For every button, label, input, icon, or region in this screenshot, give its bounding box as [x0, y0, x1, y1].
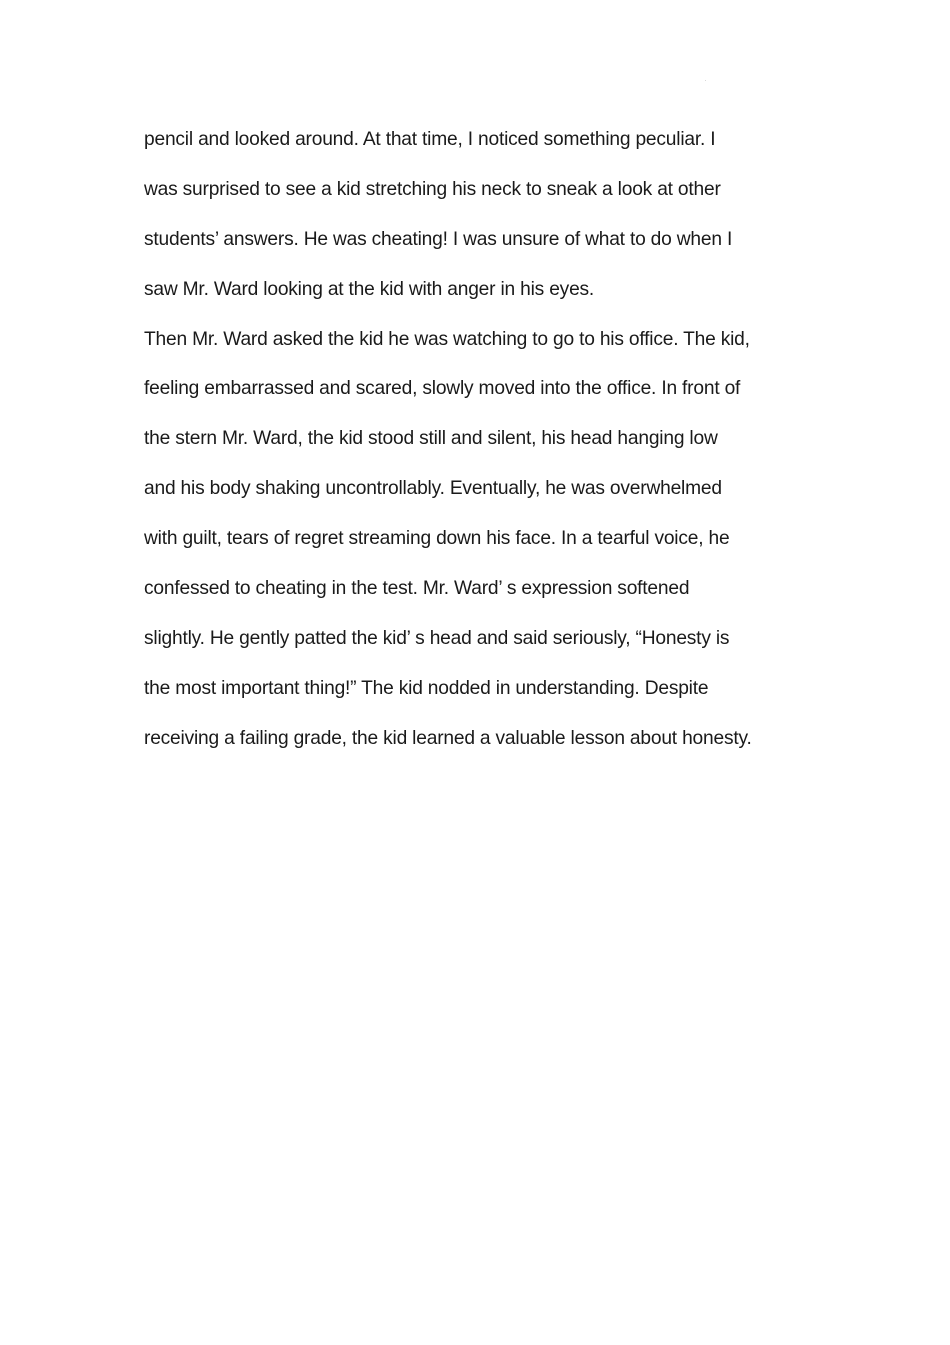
- text-line: and his body shaking uncontrollably. Eventually, he was overwhelmed: [144, 478, 722, 500]
- text-line: the stern Mr. Ward, the kid stood still and silent, his head hanging low: [144, 428, 718, 450]
- text-line: the most important thing!” The kid nodded in understanding. Despite: [144, 677, 709, 699]
- story-text: [144, 120, 824, 769]
- text-line: students’ answers. He was cheating! I was unsure of what to do when I: [144, 228, 733, 250]
- text-line: Then Mr. Ward asked the kid he was watching to go to his office. The kid,: [144, 328, 750, 350]
- text-line: receiving a failing grade, the kid learned a valuable lesson about honesty.: [144, 727, 752, 749]
- page-speck: [705, 80, 706, 81]
- text-line: saw Mr. Ward looking at the kid with anger in his eyes.: [144, 278, 595, 300]
- text-line: confessed to cheating in the test. Mr. Ward’ s expression softened: [144, 578, 690, 600]
- text-line: slightly. He gently patted the kid’ s head and said seriously, “Honesty is: [144, 627, 730, 649]
- text-line: with guilt, tears of regret streaming down his face. In a tearful voice, he: [144, 528, 730, 550]
- text-line: pencil and looked around. At that time, I noticed something peculiar. I: [144, 129, 716, 150]
- text-line: was surprised to see a kid stretching his neck to sneak a look at other: [144, 178, 721, 200]
- text-line: feeling embarrassed and scared, slowly moved into the office. In front of: [144, 378, 741, 400]
